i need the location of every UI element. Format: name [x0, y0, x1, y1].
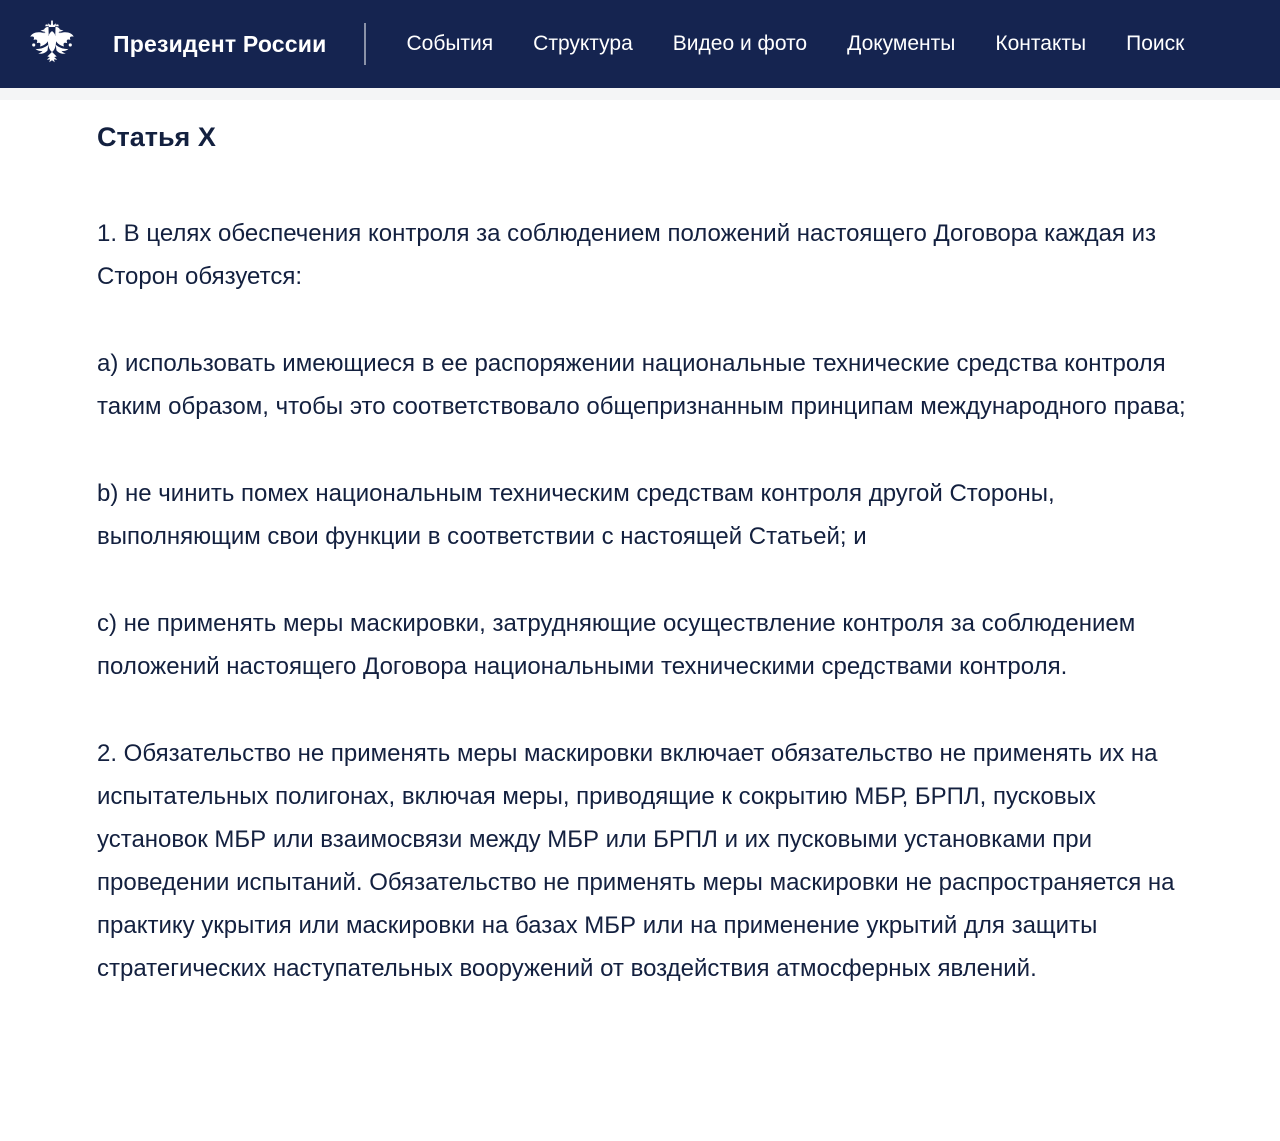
article-paragraph: b) не чинить помех национальным техническим средствам контроля другой Стороны, выполняющим свои функции в соответствии с настоящей Статьей; и — [97, 480, 1055, 550]
nav-item-documents[interactable]: Документы — [847, 32, 956, 55]
nav-item-events[interactable]: События — [406, 32, 494, 55]
article-title: Статья X — [97, 122, 216, 152]
document-page — [0, 122, 1280, 1010]
article-paragraph: 1. В целях обеспечения контроля за соблюдением положений настоящего Договора каждая из Сторон обязуется: — [97, 220, 1156, 290]
main-nav — [406, 32, 1184, 56]
nav-item-structure[interactable]: Структура — [533, 32, 633, 55]
nav-item-video-photo[interactable]: Видео и фото — [672, 32, 808, 55]
nav-item-search[interactable]: Поиск — [1126, 32, 1185, 55]
article-body — [97, 212, 1190, 990]
article-paragraph: a) использовать имеющиеся в ее распоряжении национальные технические средства контроля таким образом, чтобы это соответствовало общепризнанным принципам международного права; — [97, 350, 1186, 420]
header-divider — [364, 23, 366, 65]
header-strip — [0, 88, 1280, 100]
article-paragraph: c) не применять меры маскировки, затрудняющие осуществление контроля за соблюдением положений настоящего Договора национальными техническими средствами контроля. — [97, 610, 1136, 680]
article-paragraph: 2. Обязательство не применять меры маскировки включает обязательство не применять их на испытательных полигонах, включая меры, приводящие к сокрытию МБР, БРПЛ, пусковых установок МБР или взаимосвязи между МБР или БРПЛ и их пусковыми установками при проведении испытаний. Обязательство не применять меры маскировки не распространяется на практику укрытия или маскировки на базах МБР или на применение укрытий для защиты стратегических наступательных вооружений от воздействия атмосферных явлений. — [97, 740, 1175, 982]
nav-item-contacts[interactable]: Контакты — [995, 32, 1087, 55]
russian-coat-of-arms-icon[interactable] — [27, 17, 77, 71]
site-title[interactable]: Президент России — [113, 30, 327, 57]
site-header — [0, 0, 1280, 88]
